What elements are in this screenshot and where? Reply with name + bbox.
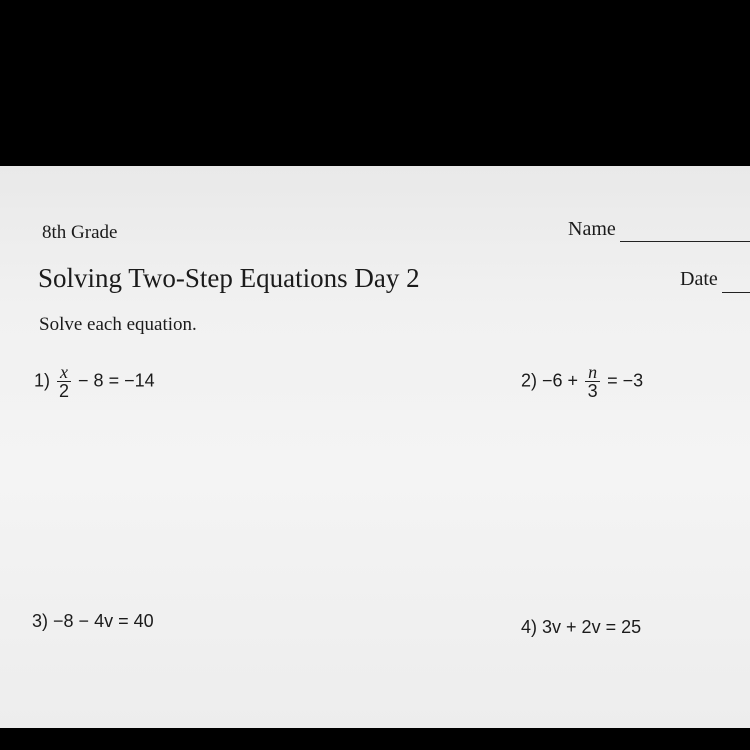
problem-1: [34, 363, 155, 400]
instructions: Solve each equation.: [39, 314, 197, 335]
problem-number: 1): [34, 370, 51, 391]
fraction: [57, 363, 71, 400]
equation-rest: = −3: [607, 370, 644, 391]
name-label: Name: [568, 218, 616, 240]
fraction-denominator: 2: [59, 381, 70, 401]
equation: −8 − 4v = 40: [53, 611, 154, 631]
problem-number: 2): [521, 370, 538, 391]
name-blank-line: [620, 241, 750, 242]
equation: 3v + 2v = 25: [542, 617, 642, 637]
worksheet-title: Solving Two-Step Equations Day 2: [38, 263, 420, 293]
date-blank-line: [722, 292, 750, 293]
date-label: Date: [680, 268, 718, 290]
fraction-denominator: 3: [587, 381, 598, 401]
problem-2: [521, 363, 643, 400]
equation-rest: − 8 = −14: [78, 370, 155, 391]
grade-label: 8th Grade: [42, 222, 118, 243]
problem-4: [521, 617, 641, 638]
equation-lead: −6 +: [542, 370, 579, 391]
problem-number: 4): [521, 617, 538, 637]
fraction: [585, 363, 600, 400]
problem-number: 3): [32, 611, 49, 631]
problem-3: [32, 611, 154, 632]
fraction-numerator: n: [585, 363, 600, 382]
worksheet-page: [0, 166, 750, 728]
fraction-numerator: x: [57, 363, 71, 382]
